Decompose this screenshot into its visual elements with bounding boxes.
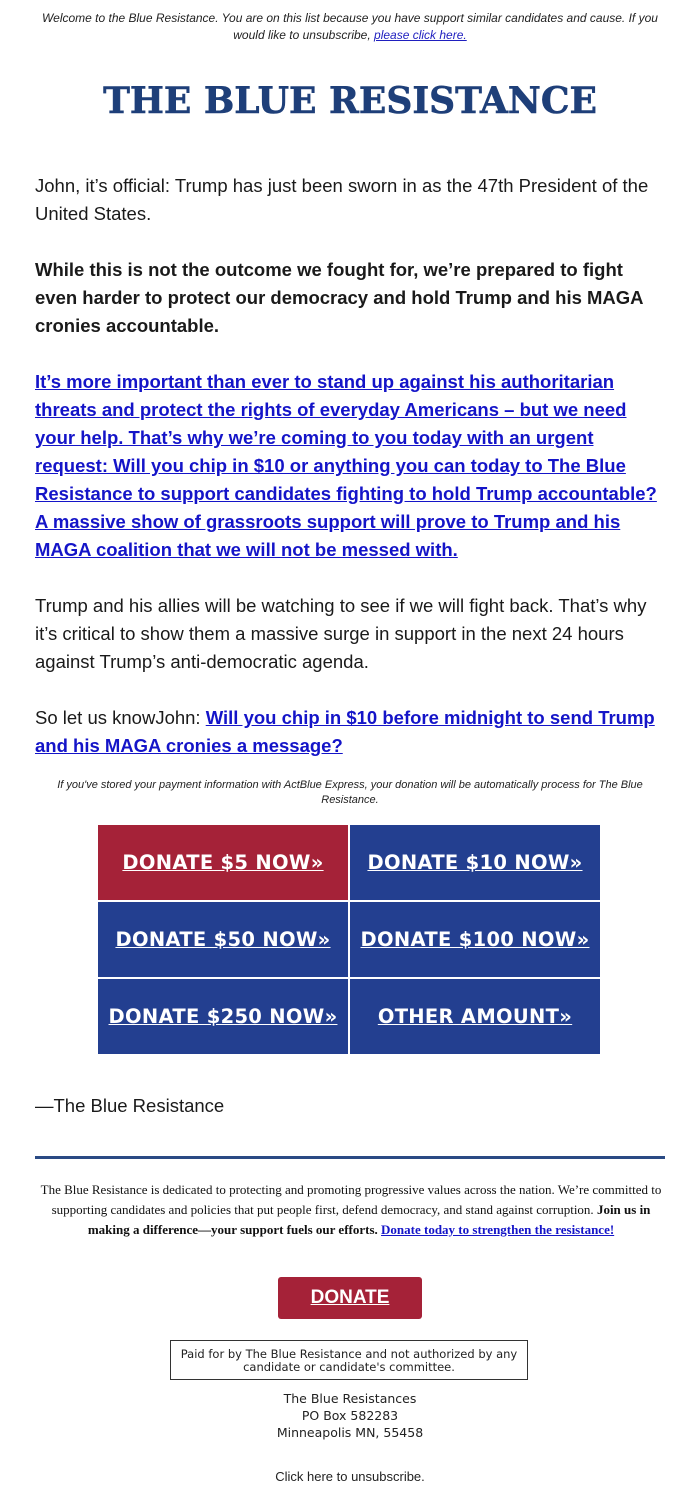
donate-button-grid [98,825,602,1055]
donate-250-button[interactable]: DONATE $250 NOW» [98,979,348,1054]
footer-bold-text: Join us in making a difference—your support fuels our efforts. [87,1202,651,1237]
paid-for-disclaimer: Paid for by The Blue Resistance and not authorized by any candidate or candidate's committee. [170,1340,528,1380]
footer-donate-link[interactable]: Donate today to strengthen the resistance! [381,1222,615,1237]
paragraph-appeal [35,368,670,564]
paragraph-bold: While this is not the outcome we fought for, we’re prepared to fight even harder to protect our democracy and hold Trump and his MAGA cronies accountable. [35,259,643,336]
donate-50-button[interactable]: DONATE $50 NOW» [98,902,348,977]
donate-100-button[interactable]: DONATE $100 NOW» [350,902,600,977]
preheader-text: Welcome to the Blue Resistance. You are on this list because you have support similar candidates and cause. If you would like to unsubscribe, [42,11,658,42]
actblue-express-note: If you've stored your payment information with ActBlue Express, your donation will be automatically process for The Blue Resistance. [57,779,643,806]
unsubscribe-link-top[interactable]: please click here. [374,28,467,42]
paragraph-watching: Trump and his allies will be watching to see if we will fight back. That’s why it’s critical to show them a massive surge in support in the next 24 hours against Trump’s anti-democratic agenda. [35,595,647,672]
preheader [40,10,660,44]
address-name: The Blue Resistances [283,1391,417,1406]
mailing-address [0,1390,700,1441]
footer-donate-button[interactable]: DONATE [278,1277,422,1319]
signature: —The Blue Resistance [35,1095,225,1116]
ask-prefix: So let us knowJohn: [35,707,206,728]
footer-divider [35,1156,665,1159]
other-amount-button[interactable]: OTHER AMOUNT» [350,979,600,1054]
donate-5-button[interactable]: DONATE $5 NOW» [98,825,348,900]
footer-text: The Blue Resistance is dedicated to protecting and promoting progressive values across the nation. We’re committed to supporting candidates and policies that put people first, defend democracy, and stand against corruption. [40,1182,662,1217]
footer-description [35,1180,667,1240]
address-line-2: Minneapolis MN, 55458 [276,1425,424,1440]
unsubscribe-link-bottom[interactable]: Click here to unsubscribe. [275,1469,425,1484]
donate-10-button[interactable]: DONATE $10 NOW» [350,825,600,900]
ask-link[interactable]: Will you chip in $10 before midnight to send Trump and his MAGA cronies a message? [35,707,655,756]
paragraph-intro: John, it’s official: Trump has just been sworn in as the 47th President of the United States. [35,175,649,224]
address-line-1: PO Box 582283 [301,1408,399,1423]
paragraph-ask [35,704,670,760]
appeal-link[interactable]: It’s more important than ever to stand up against his authoritarian threats and protect the rights of everyday Americans – but we need your help. That’s why we’re coming to you today with an urgent request: Will you chip in $10 or anything you can today to The Blue Resistance to support candidates fighting to hold Trump accountable? A massive show of grassroots support will prove to Trump and his MAGA coalition that we will not be messed with. [35,371,657,560]
logo: THE BLUE RESISTANCE [103,80,597,122]
